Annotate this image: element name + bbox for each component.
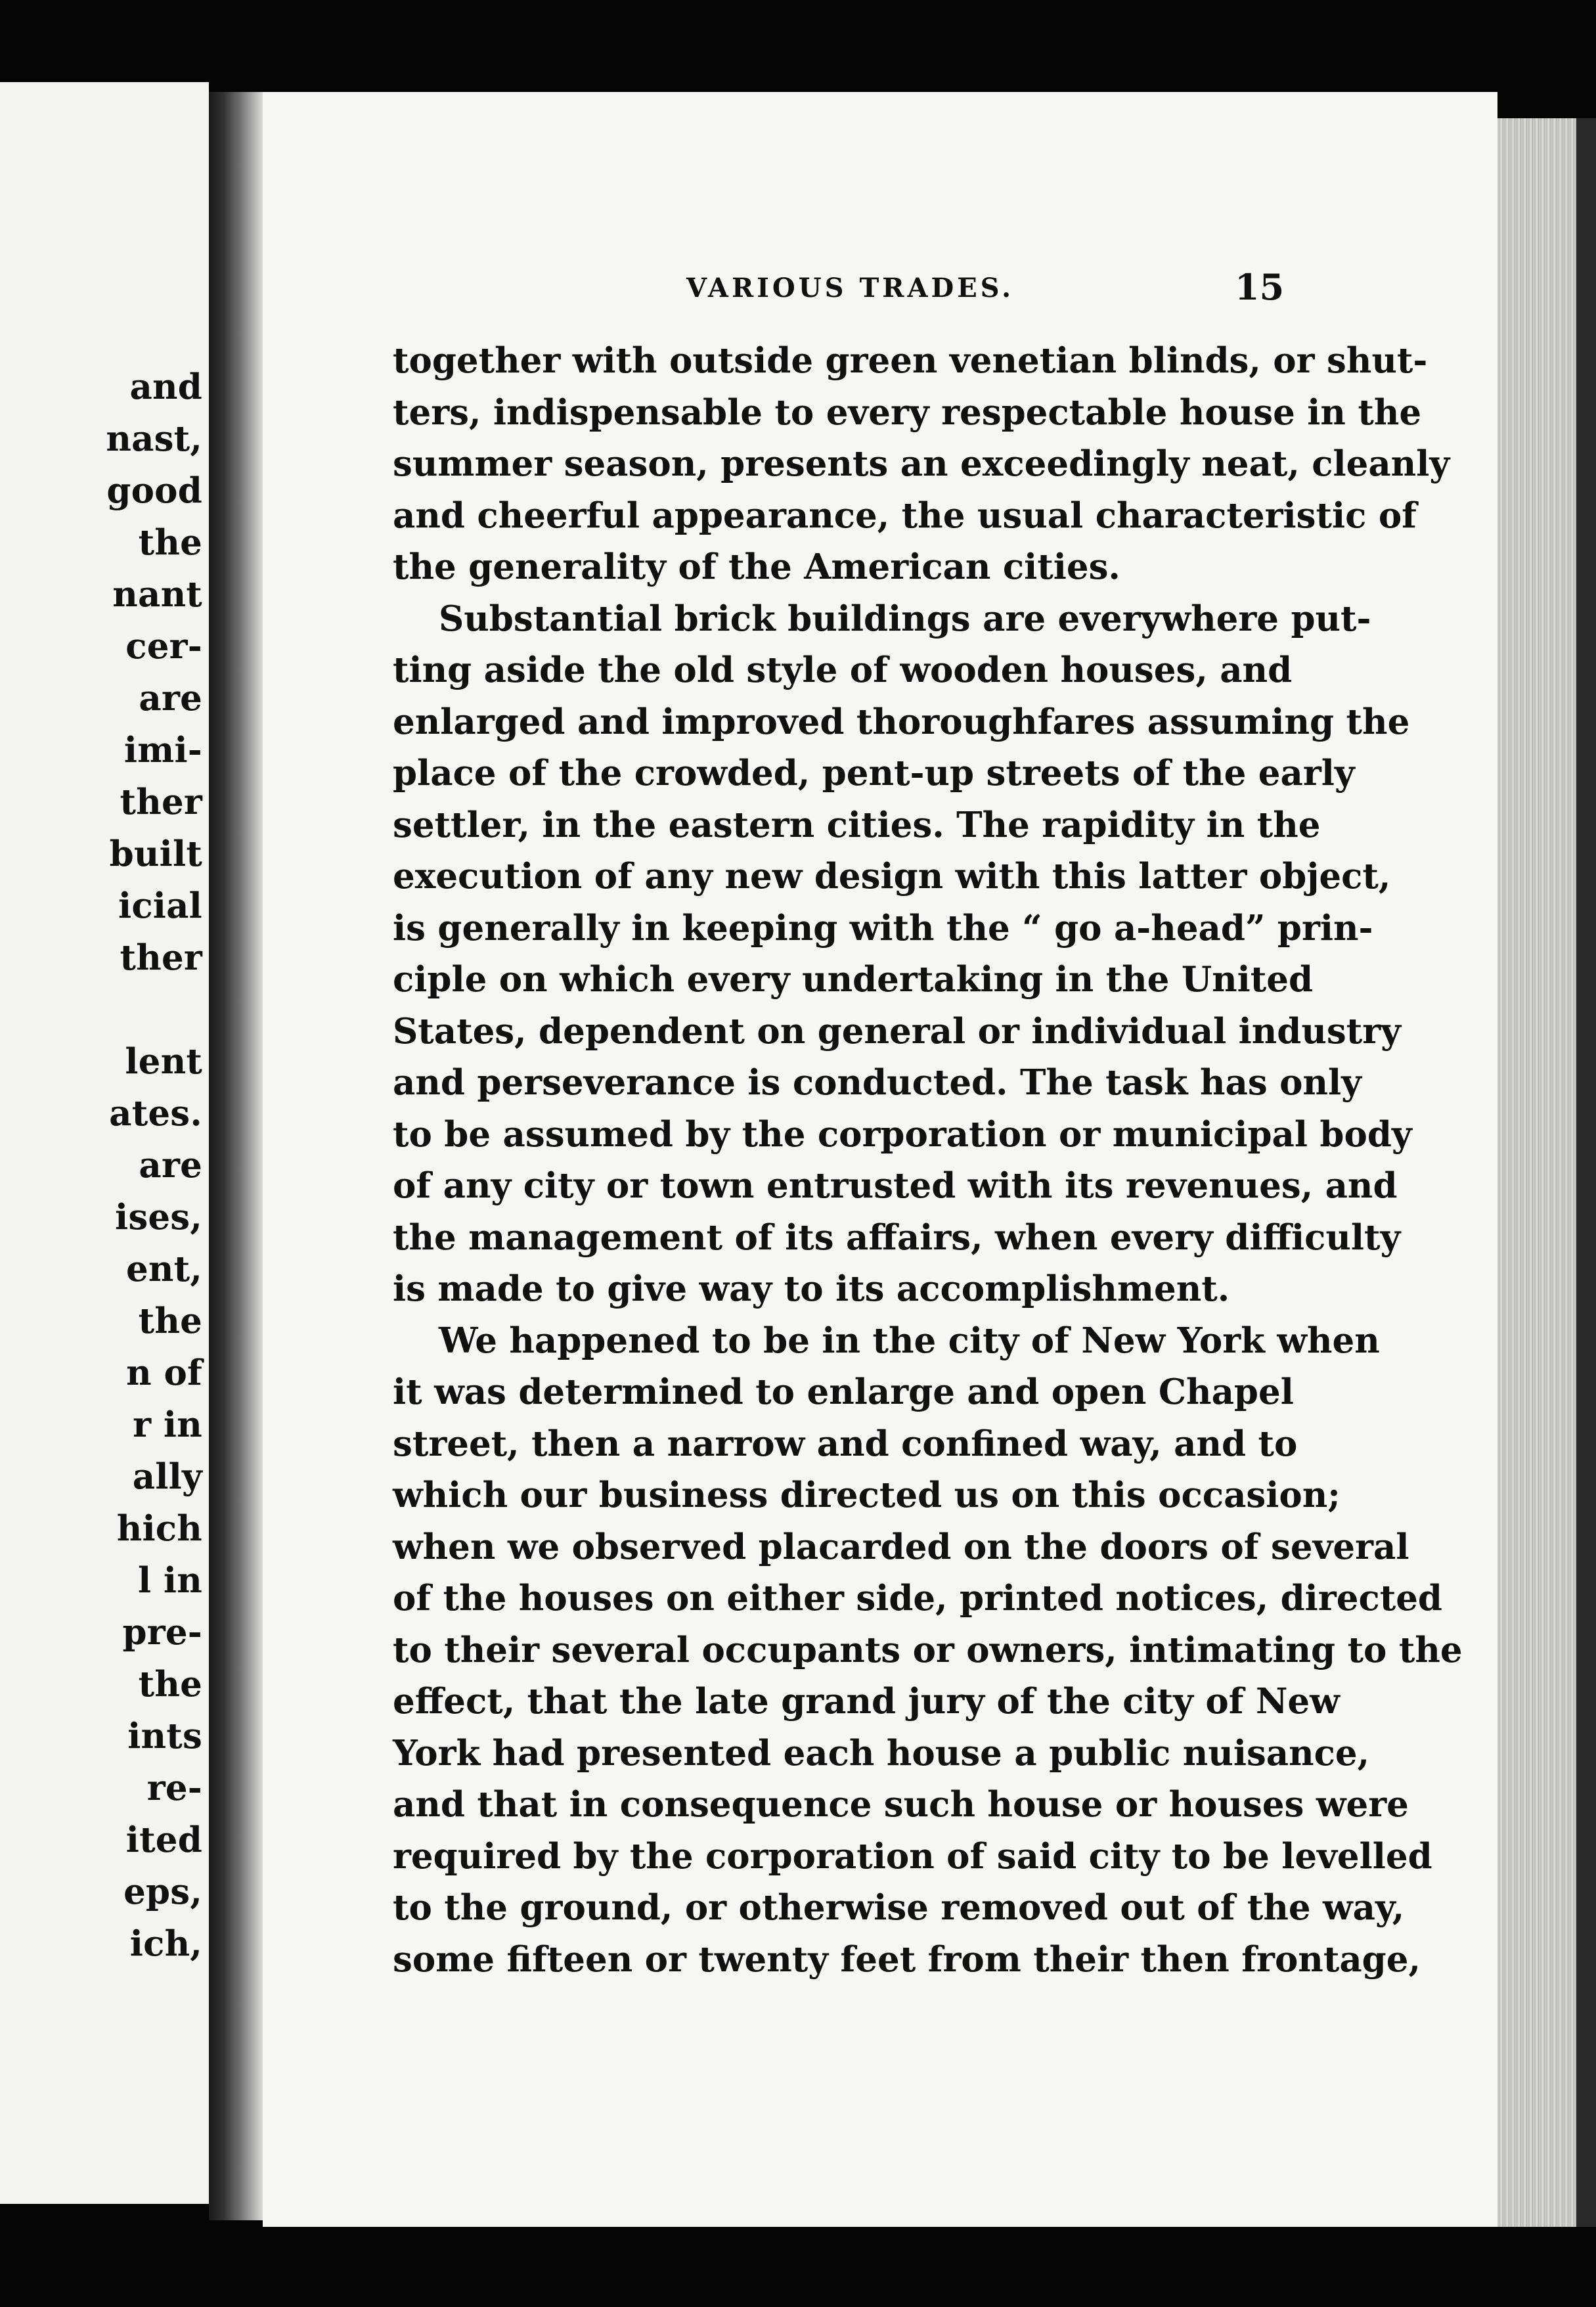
left-page-line: ent, bbox=[126, 1249, 202, 1289]
text-line: of any city or town entrusted with its revenues, and bbox=[393, 1165, 1398, 1206]
text-line: effect, that the late grand jury of the city of New bbox=[393, 1681, 1340, 1722]
text-line: when we observed placarded on the doors of several bbox=[393, 1526, 1409, 1567]
left-page-text bbox=[5, 361, 202, 1970]
text-line: to the ground, or otherwise removed out of the way, bbox=[393, 1887, 1405, 1928]
text-line: which our business directed us on this occasion; bbox=[393, 1475, 1341, 1515]
body-text bbox=[393, 335, 1463, 1985]
text-line: to be assumed by the corporation or municipal body bbox=[393, 1113, 1412, 1155]
left-page-line: eps, bbox=[123, 1871, 202, 1912]
left-page-line: the bbox=[138, 522, 202, 563]
left-page-line: ints bbox=[127, 1716, 202, 1757]
running-head: VARIOUS TRADES. bbox=[686, 273, 1015, 303]
text-line: the generality of the American cities. bbox=[393, 547, 1120, 587]
left-page-line: ited bbox=[125, 1820, 202, 1860]
left-page-line: re- bbox=[146, 1768, 202, 1808]
left-page-line: nast, bbox=[106, 418, 202, 459]
left-page-line: imi- bbox=[123, 730, 202, 771]
left-page-line: good bbox=[106, 470, 202, 511]
left-page-line: are bbox=[139, 1145, 202, 1186]
text-line: ters, indispensable to every respectable house in the bbox=[393, 392, 1422, 433]
left-page-line: built bbox=[109, 834, 202, 874]
left-page-line: nant bbox=[112, 574, 202, 615]
text-line: summer season, presents an exceedingly neat, cleanly bbox=[393, 443, 1450, 484]
text-line: execution of any new design with this latter object, bbox=[393, 856, 1391, 897]
text-line: place of the crowded, pent-up streets of the early bbox=[393, 753, 1355, 794]
left-page-line: n of bbox=[126, 1353, 202, 1393]
left-page-line: r in bbox=[133, 1404, 202, 1445]
left-page-line: ther bbox=[120, 782, 202, 822]
left-page-line: ises, bbox=[115, 1197, 202, 1238]
text-line: street, then a narrow and confined way, and to bbox=[393, 1423, 1298, 1464]
left-page-line: ally bbox=[132, 1456, 202, 1497]
text-line: and cheerful appearance, the usual characteristic of bbox=[393, 495, 1417, 536]
text-line: is made to give way to its accomplishment. bbox=[393, 1268, 1230, 1309]
text-line: York had presented each house a public nuisance, bbox=[393, 1732, 1370, 1774]
left-page-line: l in bbox=[137, 1560, 202, 1601]
text-line: is generally in keeping with the “ go a-head” prin- bbox=[393, 907, 1373, 949]
text-line: together with outside green venetian blinds, or shut- bbox=[393, 340, 1428, 381]
left-page-line: hich bbox=[116, 1508, 202, 1549]
text-line: ting aside the old style of wooden houses, and bbox=[393, 650, 1293, 690]
left-page-line: ther bbox=[120, 937, 202, 978]
left-page-line: and bbox=[129, 367, 202, 407]
text-line: enlarged and improved thoroughfares assuming the bbox=[393, 701, 1410, 742]
left-facing-page bbox=[0, 82, 209, 2204]
left-page-line bbox=[5, 984, 202, 1036]
book-edge-shadow bbox=[1576, 118, 1596, 2227]
text-line: and that in consequence such house or houses were bbox=[393, 1784, 1409, 1825]
text-line: the management of its affairs, when every difficulty bbox=[393, 1217, 1401, 1258]
left-page-line: cer- bbox=[125, 626, 202, 667]
page-gutter-shadow bbox=[209, 92, 268, 2220]
text-line: We happened to be in the city of New York when bbox=[439, 1320, 1380, 1361]
left-page-line: ich, bbox=[129, 1923, 202, 1964]
text-line: Substantial brick buildings are everywhere put- bbox=[439, 598, 1371, 639]
left-page-line: the bbox=[138, 1664, 202, 1705]
text-line: of the houses on either side, printed notices, directed bbox=[393, 1578, 1442, 1619]
text-line: and perseverance is conducted. The task has only bbox=[393, 1062, 1362, 1103]
left-page-line: pre- bbox=[122, 1612, 202, 1653]
text-line: States, dependent on general or individual industry bbox=[393, 1010, 1401, 1052]
text-line: settler, in the eastern cities. The rapidity in the bbox=[393, 804, 1321, 845]
text-line: to their several occupants or owners, intimating to the bbox=[393, 1629, 1463, 1670]
text-line: required by the corporation of said city to be levelled bbox=[393, 1835, 1432, 1877]
text-line: it was determined to enlarge and open Chapel bbox=[393, 1372, 1294, 1412]
page-number: 15 bbox=[1235, 266, 1285, 308]
left-page-line: are bbox=[139, 678, 202, 719]
text-line: ciple on which every undertaking in the United bbox=[393, 959, 1314, 1000]
left-page-line: icial bbox=[118, 885, 202, 926]
book-fore-edge bbox=[1497, 118, 1576, 2227]
left-page-line: lent bbox=[125, 1041, 202, 1082]
left-page-line: ates. bbox=[109, 1093, 202, 1134]
text-line: some fifteen or twenty feet from their then frontage, bbox=[393, 1938, 1421, 1980]
left-page-line: the bbox=[138, 1301, 202, 1341]
